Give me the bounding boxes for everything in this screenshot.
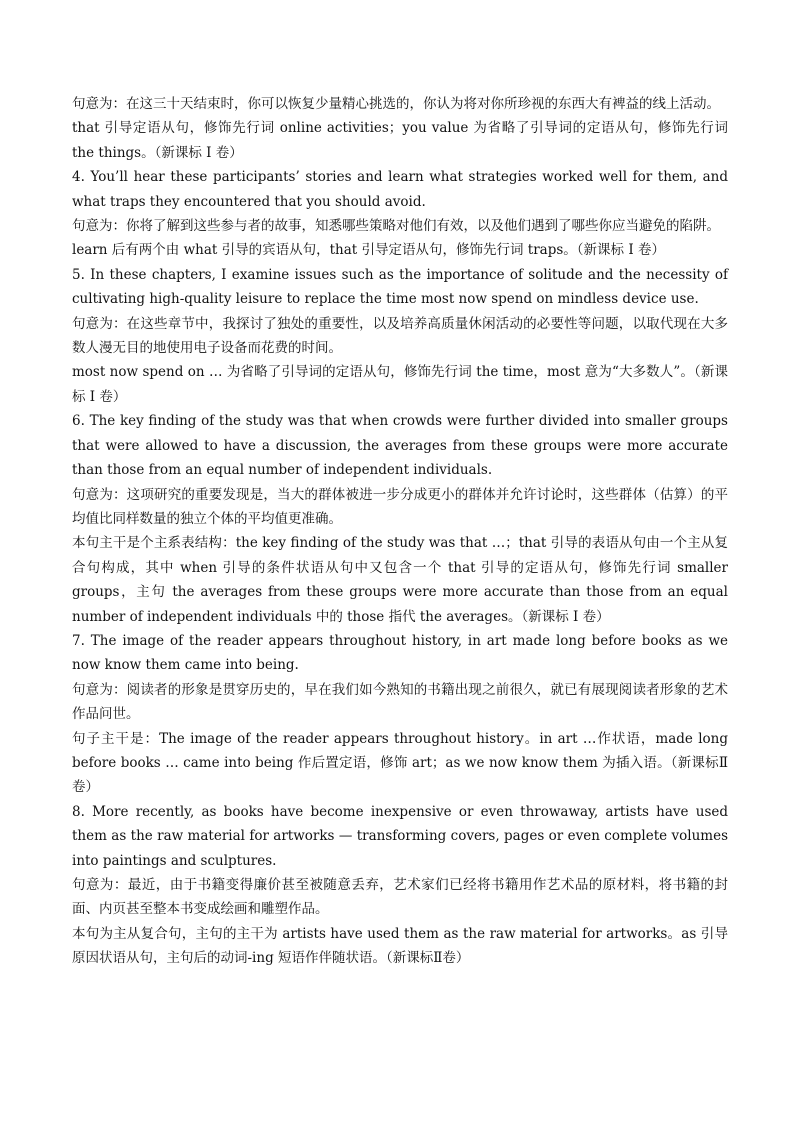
paragraph-meaning-8: 句意为：最近，由于书籍变得廉价甚至被随意丢弃，艺术家们已经将书籍用作艺术品的原材料，将书籍的封面、内页甚至整本书变成绘画和雕塑作品。 [72, 877, 728, 918]
paragraph-sentence-4: 4. You’ll hear these participants’ stories and learn what strategies worked well for them, and what traps they encountered that you should avoid. [72, 169, 728, 210]
paragraph-analysis-6: 本句主干是个主系表结构：the key finding of the study was that …；that 引导的表语从句由一个主从复合句构成，其中 when 引导的条件状语从句中又包含一个 that 引导的定语从句，修饰先行词 smaller groups，主句 the averages from these groups were more accurate than those from an equal number of independent individuals 中的 those 指代 the averages。（新课标 I 卷） [72, 535, 728, 625]
paragraph-sentence-5: 5. In these chapters, I examine issues such as the importance of solitude and the necessity of cultivating high-quality leisure to replace the time most now spend on mindless device use. [72, 266, 728, 308]
paragraph-meaning-4: 句意为：你将了解到这些参与者的故事，知悉哪些策略对他们有效，以及他们遇到了哪些你应当避免的陷阱。 [72, 218, 720, 235]
paragraph-meaning-6: 句意为：这项研究的重要发现是，当大的群体被进一步分成更小的群体并允许讨论时，这些群体（估算）的平均值比同样数量的独立个体的平均值更准确。 [72, 486, 728, 527]
paragraph-meaning-7: 句意为：阅读者的形象是贯穿历史的，早在我们如今熟知的书籍出现之前很久，就已有展现阅读者形象的艺术作品问世。 [72, 681, 728, 723]
paragraph-sentence-8: 8. More recently, as books have become inexpensive or even throwaway, artists have used them as the raw material for artworks — transforming covers, pages or even complete volumes into paintings and sculptures. [72, 803, 728, 869]
paragraph-analysis-8: 本句为主从复合句，主句的主干为 artists have used them as the raw material for artworks。as 引导原因状语从句，主句后的动词-ing 短语作伴随状语。（新课标Ⅱ卷） [72, 925, 728, 967]
paragraph-analysis-4: learn 后有两个由 what 引导的宾语从句，that 引导定语从句，修饰先行词 traps。（新课标 I 卷） [72, 242, 665, 259]
paragraph-meaning-1: 句意为：在这三十天结束时，你可以恢复少量精心挑选的，你认为将对你所珍视的东西大有裨益的线上活动。 [72, 96, 720, 112]
paragraph-sentence-7: 7. The image of the reader appears throughout history, in art made long before books as we now know them came into being. [72, 632, 728, 674]
paragraph-analysis-7: 句子主干是：The image of the reader appears throughout history。in art …作状语，made long before books … came into being 作后置定语，修饰 art；as we now know them 为插入语。（新课标Ⅱ卷） [72, 730, 728, 796]
paragraph-analysis-1: that 引导定语从句，修饰先行词 online activities；you value 为省略了引导词的定语从句，修饰先行词 the things。（新课标 I 卷） [72, 120, 728, 161]
paragraph-meaning-5: 句意为：在这些章节中，我探讨了独处的重要性，以及培养高质量休闲活动的必要性等问题，以取代现在大多数人漫无目的地使用电子设备而花费的时间。 [72, 315, 728, 357]
paragraph-analysis-5: most now spend on … 为省略了引导词的定语从句，修饰先行词 the time，most 意为“大多数人”。（新课标 I 卷） [72, 364, 728, 405]
paragraph-sentence-6: 6. The key finding of the study was that when crowds were further divided into smaller groups that were allowed to have a discussion, the averages from these groups were more accurate than those from an equal number of independent individuals. [72, 413, 728, 479]
